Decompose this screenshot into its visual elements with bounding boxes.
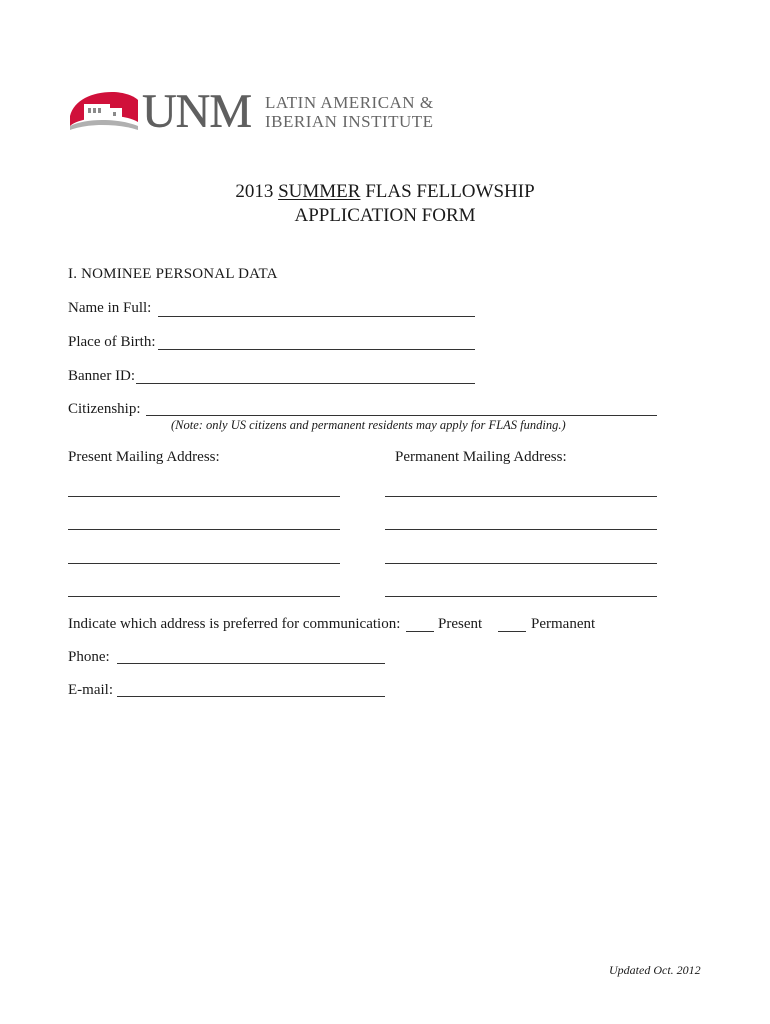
- citizenship-field[interactable]: [146, 415, 657, 416]
- preference-label: Indicate which address is preferred for communication:: [68, 616, 401, 632]
- updated-date: Updated Oct. 2012: [609, 963, 701, 977]
- present-option-blank[interactable]: [406, 631, 434, 632]
- permanent-address-line-2[interactable]: [385, 529, 657, 530]
- present-address-line-2[interactable]: [68, 529, 340, 530]
- banner-label: Banner ID:: [68, 368, 136, 384]
- title-summer: SUMMER: [278, 181, 361, 202]
- permanent-option-blank[interactable]: [498, 631, 526, 632]
- birth-field[interactable]: [158, 349, 475, 350]
- birth-label: Place of Birth:: [68, 334, 156, 350]
- present-option-label: Present: [438, 616, 483, 632]
- permanent-address-label: Permanent Mailing Address:: [395, 449, 567, 465]
- unm-wordmark: UNM: [142, 85, 252, 138]
- present-address-line-1[interactable]: [68, 496, 340, 497]
- title-rest: FLAS FELLOWSHIP: [365, 181, 535, 202]
- present-address-line-3[interactable]: [68, 563, 340, 564]
- permanent-address-line-4[interactable]: [385, 596, 657, 597]
- institute-logo: [68, 85, 434, 138]
- permanent-address-line-1[interactable]: [385, 496, 657, 497]
- permanent-option-label: Permanent: [531, 616, 596, 632]
- phone-field[interactable]: [117, 663, 385, 664]
- form-title-line1: [0, 180, 770, 203]
- phone-label: Phone:: [68, 649, 110, 665]
- email-label: E-mail:: [68, 682, 113, 698]
- citizenship-label: Citizenship:: [68, 401, 141, 417]
- form-title-line2: APPLICATION FORM: [294, 205, 476, 226]
- name-label: Name in Full:: [68, 300, 152, 316]
- permanent-address-line-3[interactable]: [385, 563, 657, 564]
- section-heading: I. NOMINEE PERSONAL DATA: [68, 266, 278, 282]
- name-field[interactable]: [158, 316, 475, 317]
- institute-name-line2: IBERIAN INSTITUTE: [265, 112, 434, 131]
- present-address-line-4[interactable]: [68, 596, 340, 597]
- email-field[interactable]: [117, 696, 385, 697]
- title-year: 2013: [235, 181, 274, 202]
- citizenship-note: (Note: only US citizens and permanent residents may apply for FLAS funding.): [171, 418, 566, 432]
- institute-name-line1: LATIN AMERICAN &: [265, 93, 434, 112]
- banner-id-field[interactable]: [136, 383, 475, 384]
- unm-building-logo-icon: [68, 86, 140, 138]
- present-address-label: Present Mailing Address:: [68, 449, 220, 465]
